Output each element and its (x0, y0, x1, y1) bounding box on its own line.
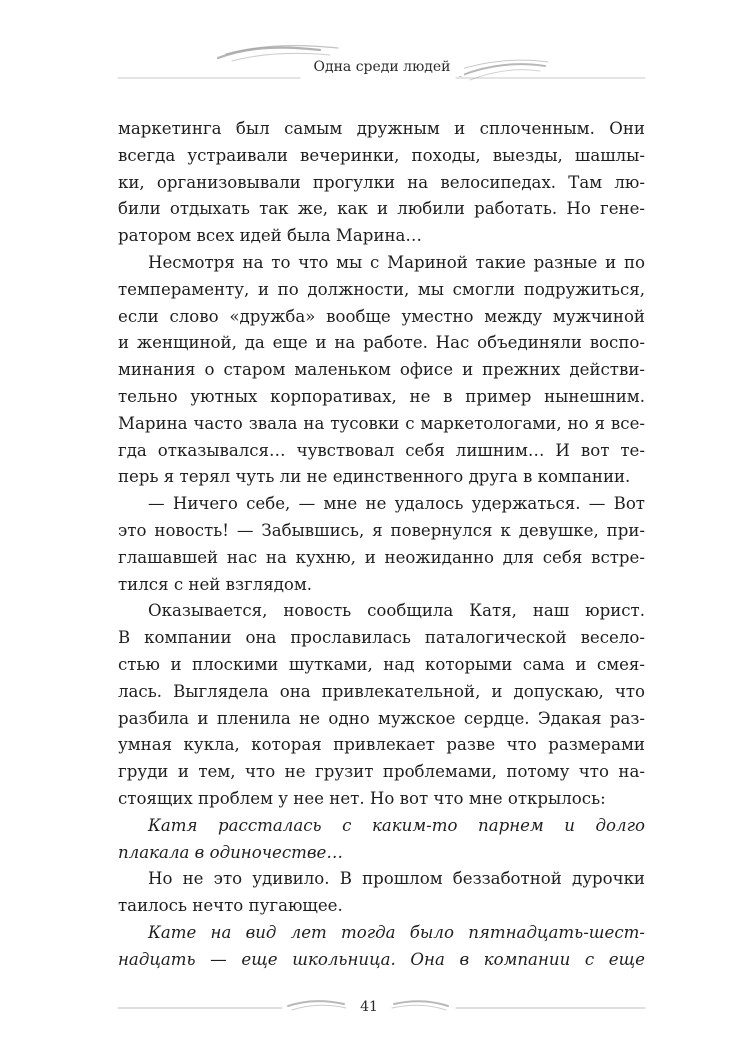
text-line: Катя рассталась с каким-то парнем и долго (148, 815, 645, 835)
text-line: Оказывается, новость сообщила Катя, наш юрист. (148, 601, 645, 621)
text-line: Несмотря на то что мы с Мариной такие разные и по (148, 252, 645, 272)
running-title: Одна среди людей (300, 58, 464, 76)
italic-paragraph (118, 920, 645, 974)
text-line: таилось нечто пугающее. (118, 896, 343, 916)
paragraph (118, 491, 645, 598)
text-line: тельно уютных корпоративах, не в пример нынешним. (118, 386, 645, 406)
text-line: — Ничего себе, — мне не удалось удержаться. — Вот (148, 494, 645, 514)
page-footer (0, 990, 738, 1030)
text-line: минания о старом маленьком офисе и прежних действи- (118, 360, 645, 380)
text-line: всегда устраивали вечеринки, походы, выезды, шашлы- (118, 145, 645, 165)
text-line: умная кукла, которая привлекает разве что размерами (118, 735, 645, 755)
text-line: и женщиной, да еще и на работе. Нас объединяли воспо- (118, 333, 645, 353)
paragraph (118, 250, 645, 491)
text-line: Кате на вид лет тогда было пятнадцать-шест- (148, 922, 645, 942)
running-header (0, 0, 738, 110)
text-line: ратором всех идей была Марина… (118, 226, 423, 246)
text-line: разбила и пленила не одно мужское сердце. Эдакая раз- (118, 708, 645, 728)
text-line: плакала в одиночестве… (118, 842, 343, 862)
paragraph (118, 116, 645, 250)
text-line: лась. Выглядела она привлекательной, и допускаю, что (118, 681, 645, 701)
text-line: если слово «дружба» вообще уместно между мужчиной (118, 306, 645, 326)
text-line: стью и плоскими шутками, над которыми сама и смея- (118, 654, 645, 674)
header-wave-ornament (0, 0, 738, 110)
text-line: маркетинга был самым дружным и сплоченным. Они (118, 119, 645, 138)
paragraph (118, 598, 645, 812)
text-line: надцать — еще школьница. Она в компании с еще (118, 949, 645, 969)
text-line: В компании она прославилась паталогической весело- (118, 628, 645, 648)
text-line: тился с ней взглядом. (118, 574, 313, 594)
text-line: перь я терял чуть ли не единственного друга в компании. (118, 467, 631, 487)
page-number: 41 (360, 999, 378, 1015)
text-line: глашавшей нас на кухню, и неожиданно для себя встре- (118, 547, 645, 567)
text-line: груди и тем, что не грузит проблемами, потому что на- (118, 762, 645, 782)
paragraph (118, 866, 645, 920)
text-line: стоящих проблем у нее нет. Но вот что мне открылось: (118, 788, 606, 808)
text-line: Марина часто звала на тусовки с маркетологами, но я все- (118, 413, 645, 433)
text-line: Но не это удивило. В прошлом беззаботной дурочки (148, 869, 645, 889)
text-line: темпераменту, и по должности, мы смогли подружиться, (118, 279, 645, 299)
text-line: гда отказывался… чувствовал себя лишним… И вот те- (118, 440, 645, 460)
body-text (118, 116, 645, 974)
text-line: это новость! — Забывшись, я повернулся к девушке, при- (118, 520, 645, 540)
text-line: ки, организовывали прогулки на велосипедах. Там лю- (118, 172, 645, 192)
italic-paragraph (118, 813, 645, 867)
text-line: били отдыхать так же, как и любили работать. Но гене- (118, 199, 645, 219)
